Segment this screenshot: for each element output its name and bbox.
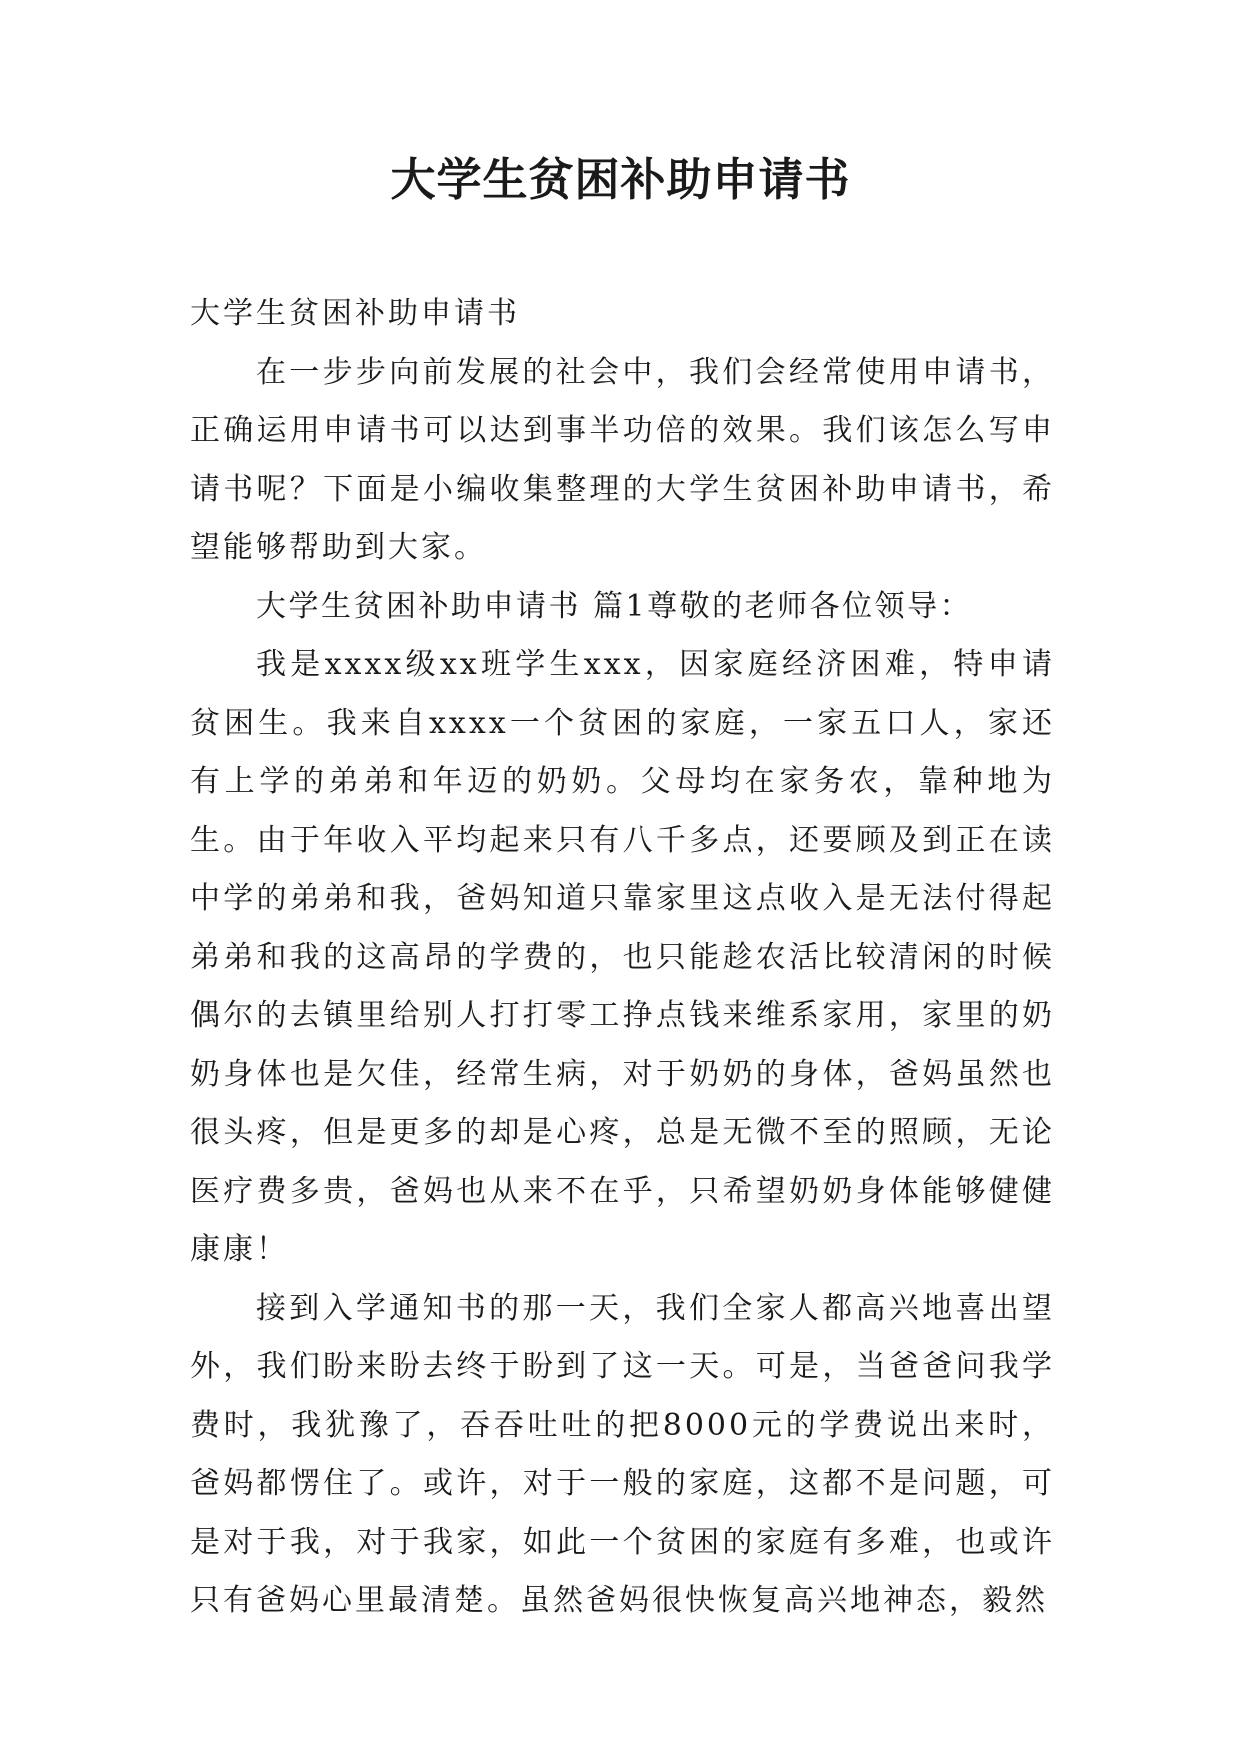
intro-paragraph: 在一步步向前发展的社会中，我们会经常使用申请书，正确运用申请书可以达到事半功倍的效果。我们该怎么写申请书呢？下面是小编收集整理的大学生贫困补助申请书，希望能够帮助到大家。 (190, 354, 1055, 565)
document-body (190, 285, 1055, 1631)
subtitle-line: 大学生贫困补助申请书 (190, 296, 520, 331)
document-title: 大学生贫困补助申请书 (390, 153, 851, 206)
body-paragraph: 接到入学通知书的那一天，我们全家人都高兴地喜出望外，我们盼来盼去终于盼到了这一天。可是，当爸爸问我学费时，我犹豫了，吞吞吐吐的把8000元的学费说出来时，爸妈都愣住了。或许，对于一般的家庭，这都不是问题，可是对于我，对于我家，如此一个贫困的家庭有多难，也或许只有爸妈心里最清楚。虽然爸妈很快恢复高兴地神态，毅然 (190, 1290, 1055, 1618)
section-heading-paragraph: 大学生贫困补助申请书 篇1尊敬的老师各位领导： (256, 588, 973, 624)
body-paragraph: 我是xxxx级xx班学生xxx，因家庭经济困难，特申请贫困生。我来自xxxx一个贫困的家庭，一家五口人，家还有上学的弟弟和年迈的奶奶。父母均在家务农，靠种地为生。由于年收入平均起来只有八千多点，还要顾及到正在读中学的弟弟和我，爸妈知道只靠家里这点收入是无法付得起弟弟和我的这高昂的学费的，也只能趁农活比较清闲的时候偶尔的去镇里给别人打打零工挣点钱来维系家用，家里的奶奶身体也是欠佳，经常生病，对于奶奶的身体，爸妈虽然也很头疼，但是更多的却是心疼，总是无微不至的照顾，无论医疗费多贵，爸妈也从来不在乎，只希望奶奶身体能够健健康康！ (190, 647, 1055, 1267)
